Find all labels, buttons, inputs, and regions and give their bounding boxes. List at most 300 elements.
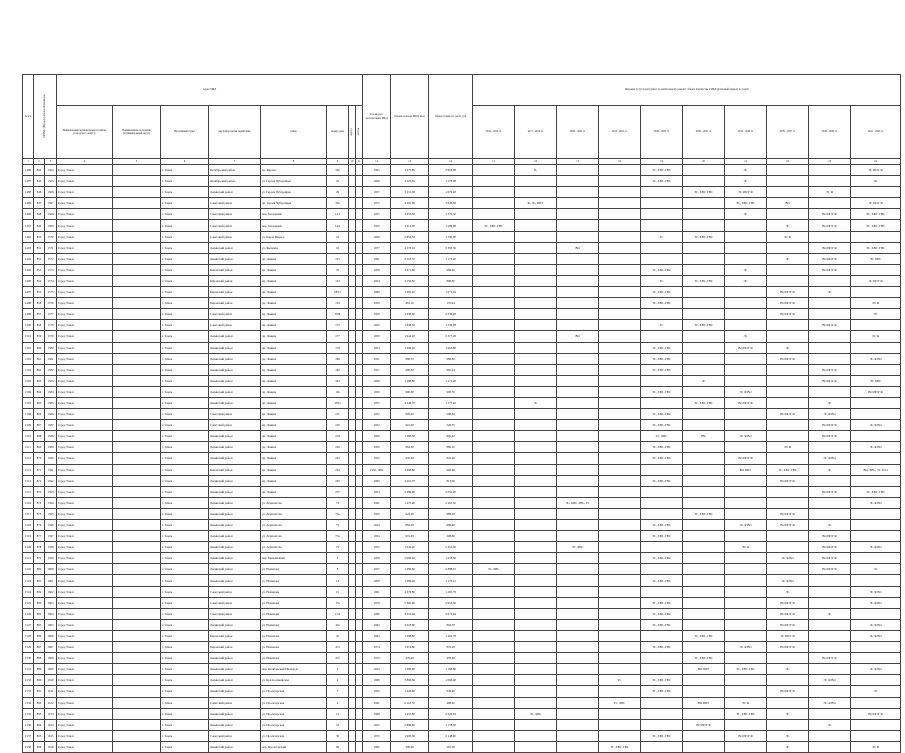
table-cell: Город Томск	[57, 642, 113, 653]
table-cell: 910,00	[391, 420, 429, 431]
table-cell: 1567	[45, 198, 57, 209]
table-cell	[356, 464, 363, 475]
table-cell: 21	[327, 708, 349, 719]
table-cell: Советский район	[209, 220, 261, 231]
table-cell	[473, 453, 515, 464]
table-cell: ТС, ХВС, ГВС	[683, 187, 725, 198]
table-cell	[851, 342, 901, 353]
table-cell	[851, 508, 901, 519]
table-cell: ВО ППУ Ф	[809, 531, 851, 542]
table-cell	[851, 320, 901, 331]
table-cell	[473, 575, 515, 586]
table-cell: ТС, ХВС, ГВС	[641, 642, 683, 653]
table-cell	[113, 675, 161, 686]
table-cell	[356, 508, 363, 519]
table-cell: 3 125,30	[391, 176, 429, 187]
table-cell	[473, 253, 515, 264]
table-cell: ул. Нахимова	[261, 564, 327, 575]
table-cell: ТС, ХВС, ГВС	[641, 165, 683, 176]
table-cell: 894,30	[391, 442, 429, 453]
table-cell	[473, 364, 515, 375]
table-cell: Город Томск	[57, 187, 113, 198]
table-cell: 1513	[23, 464, 34, 475]
table-row	[23, 320, 901, 331]
table-cell: пр. Ленина	[261, 464, 327, 475]
table-cell: г. Томск	[161, 642, 209, 653]
table-cell: Ленинский район	[209, 353, 261, 364]
table-cell: 868	[34, 431, 45, 442]
table-cell: 886	[34, 630, 45, 641]
table-cell: 1605	[45, 619, 57, 630]
table-cell	[356, 364, 363, 375]
table-cell: ТС, ХВС, ГВС	[641, 553, 683, 564]
table-cell	[356, 187, 363, 198]
table-cell	[515, 442, 557, 453]
table-cell: ВО ППУ Ф	[809, 375, 851, 386]
table-cell	[356, 542, 363, 553]
table-cell	[557, 275, 599, 286]
column-number: 14	[429, 159, 473, 165]
table-cell	[767, 697, 809, 708]
table-cell	[356, 287, 363, 298]
table-cell	[683, 242, 725, 253]
column-number: 13	[391, 159, 429, 165]
table-row	[23, 275, 901, 286]
table-cell: ТС, ХВС, ГВС	[641, 442, 683, 453]
table-cell	[473, 397, 515, 408]
table-cell: 864	[34, 386, 45, 397]
header-period-group: Перечень услуг и (или) работ по капитальному ремонту общего имущества в МКД (плановый период) по годам	[473, 75, 901, 106]
table-cell: г. Томск	[161, 397, 209, 408]
table-row	[23, 608, 901, 619]
table-cell	[683, 176, 725, 187]
table-cell: 1956	[363, 220, 391, 231]
table-cell	[599, 331, 641, 342]
table-cell: 1 045,20	[391, 542, 429, 553]
table-cell: 1591	[45, 464, 57, 475]
table-row	[23, 697, 901, 708]
table-cell: пр. Ленина	[261, 320, 327, 331]
table-cell	[809, 708, 851, 719]
table-cell: г. Томск	[161, 553, 209, 564]
table-row	[23, 619, 901, 630]
table-cell: пр. Ленина	[261, 420, 327, 431]
table-cell	[349, 342, 356, 353]
table-cell: Ф, ЭС, ППУ	[515, 198, 557, 209]
table-cell	[515, 431, 557, 442]
table-cell: 2 377,28	[429, 331, 473, 342]
table-cell	[473, 686, 515, 697]
table-cell	[515, 220, 557, 231]
table-cell	[349, 264, 356, 275]
table-cell: 1534	[23, 697, 34, 708]
table-row	[23, 497, 901, 508]
table-cell	[515, 653, 557, 664]
table-cell: г. Томск	[161, 686, 209, 697]
table-cell: 1487	[23, 176, 34, 187]
table-cell: ТС, ХВС, ГВС	[767, 464, 809, 475]
table-cell: ВО, ХВС, ЭС 2014	[851, 464, 901, 475]
table-cell	[557, 675, 599, 686]
table-cell: 1604	[45, 608, 57, 619]
table-cell: 1959	[363, 508, 391, 519]
table-cell	[767, 386, 809, 397]
table-cell	[356, 675, 363, 686]
table-cell: 871	[34, 464, 45, 475]
table-cell: Ленинский район	[209, 386, 261, 397]
table-cell	[641, 708, 683, 719]
table-cell	[599, 431, 641, 442]
table-cell: ВО ППУ Ф	[767, 686, 809, 697]
column-number: 20	[683, 159, 725, 165]
table-cell: 1959	[363, 686, 391, 697]
table-cell: 1611	[45, 686, 57, 697]
table-cell	[725, 320, 767, 331]
table-cell: г. Томск	[161, 508, 209, 519]
table-cell: ул. Лермонтова	[261, 542, 327, 553]
table-cell: 1518	[23, 520, 34, 531]
table-cell	[473, 442, 515, 453]
table-cell: 1 577,92	[429, 397, 473, 408]
table-cell: ТС, ХВС, ГВС	[641, 575, 683, 586]
table-cell: 1569	[45, 220, 57, 231]
table-cell: Город Томск	[57, 542, 113, 553]
table-cell	[113, 520, 161, 531]
table-row	[23, 264, 901, 275]
table-cell: 1952	[363, 719, 391, 730]
table-cell	[725, 553, 767, 564]
header-oktmo: ОКТМО (Муниципальное образование)	[34, 75, 57, 159]
table-row	[23, 453, 901, 464]
table-cell: 844	[34, 165, 45, 176]
table-cell: ВО ППУ Ф	[725, 730, 767, 741]
table-cell	[683, 597, 725, 608]
table-cell	[349, 675, 356, 686]
table-cell: 3 843,58	[429, 198, 473, 209]
table-cell: 949,20	[429, 686, 473, 697]
table-cell	[473, 642, 515, 653]
table-cell	[557, 298, 599, 309]
table-cell: ЭС Ф ВО	[851, 664, 901, 675]
table-cell: г. Томск	[161, 331, 209, 342]
table-cell: Ленинский район	[209, 508, 261, 519]
table-cell: 1961	[363, 253, 391, 264]
table-cell	[557, 165, 599, 176]
table-cell	[599, 375, 641, 386]
table-cell	[599, 309, 641, 320]
table-cell	[557, 231, 599, 242]
table-cell	[557, 586, 599, 597]
table-cell: ТС	[641, 231, 683, 242]
table-row	[23, 242, 901, 253]
table-cell: 1498	[23, 298, 34, 309]
table-cell: ТС, ХВС, ГВС	[641, 342, 683, 353]
table-cell	[113, 642, 161, 653]
table-cell	[349, 575, 356, 586]
table-cell: 1954	[363, 531, 391, 542]
table-cell	[473, 309, 515, 320]
table-cell: 884,00	[391, 520, 429, 531]
table-cell	[356, 708, 363, 719]
table-cell	[113, 741, 161, 752]
table-cell: ЭС	[767, 220, 809, 231]
table-row	[23, 508, 901, 519]
table-cell	[725, 686, 767, 697]
table-cell: 1589	[45, 442, 57, 453]
table-cell: ТС, ХВС, ГВС	[641, 730, 683, 741]
table-cell: Ленинский район	[209, 486, 261, 497]
table-cell: ул. Лермонтова	[261, 520, 327, 531]
table-cell	[767, 431, 809, 442]
table-cell	[349, 642, 356, 653]
table-cell: 13	[327, 575, 349, 586]
table-cell	[356, 309, 363, 320]
table-cell	[356, 642, 363, 653]
table-cell	[725, 409, 767, 420]
table-cell	[349, 741, 356, 752]
table-cell: 2 888,10	[429, 564, 473, 575]
table-cell: 3 255,30	[391, 209, 429, 220]
table-cell	[809, 741, 851, 752]
table-cell	[683, 708, 725, 719]
table-cell: ТС, ХВС, ГВС	[641, 264, 683, 275]
table-cell: Советский район	[209, 730, 261, 741]
table-cell	[557, 653, 599, 664]
table-cell: 1601	[45, 575, 57, 586]
table-cell: 39	[327, 730, 349, 741]
table-cell	[349, 653, 356, 664]
table-cell: 1950	[363, 320, 391, 331]
table-cell	[113, 475, 161, 486]
table-cell	[809, 331, 851, 342]
table-cell: Город Томск	[57, 386, 113, 397]
table-cell	[113, 275, 161, 286]
table-cell: г. Томск	[161, 209, 209, 220]
table-cell: 1959	[363, 386, 391, 397]
table-cell: 1533	[23, 686, 34, 697]
table-cell	[725, 353, 767, 364]
table-cell: 896	[34, 741, 45, 752]
table-cell	[113, 508, 161, 519]
table-cell: 1956	[363, 375, 391, 386]
table-cell: 4 295,00	[391, 198, 429, 209]
table-cell: Ленинский район	[209, 475, 261, 486]
table-cell	[683, 575, 725, 586]
table-row	[23, 708, 901, 719]
table-cell: 52	[327, 231, 349, 242]
table-cell: 1955	[363, 209, 391, 220]
table-cell: пр. Ленина	[261, 364, 327, 375]
table-row	[23, 209, 901, 220]
table-cell: г. Томск	[161, 198, 209, 209]
table-cell: 3 866,60	[391, 675, 429, 686]
table-cell: 179	[327, 342, 349, 353]
column-number: 8	[261, 159, 327, 165]
table-cell: пер. Октябрьский Пионеров	[261, 664, 327, 675]
table-cell: г. Томск	[161, 320, 209, 331]
table-cell: ЭС	[851, 564, 901, 575]
table-cell: 974,00	[391, 531, 429, 542]
table-cell: 1495	[23, 264, 34, 275]
table-cell	[515, 575, 557, 586]
table-cell: Город Томск	[57, 475, 113, 486]
table-cell	[349, 242, 356, 253]
table-cell	[113, 442, 161, 453]
table-cell: ЭС Ф	[851, 331, 901, 342]
table-cell: 872	[34, 475, 45, 486]
table-cell	[557, 697, 599, 708]
table-cell	[683, 331, 725, 342]
table-cell	[809, 664, 851, 675]
table-cell	[515, 420, 557, 431]
table-cell: ТС, ХВС, ГВС	[683, 653, 725, 664]
table-cell: Ленинский район	[209, 575, 261, 586]
table-cell	[767, 364, 809, 375]
table-cell: Город Томск	[57, 653, 113, 664]
table-cell: Советский район	[209, 309, 261, 320]
table-cell: Ленинский район	[209, 686, 261, 697]
table-cell	[641, 375, 683, 386]
table-cell: 1531	[23, 664, 34, 675]
table-cell	[809, 497, 851, 508]
table-cell: 1970	[363, 730, 391, 741]
table-cell: г. Томск	[161, 497, 209, 508]
table-cell: 265,00	[429, 741, 473, 752]
table-cell: 1512	[23, 453, 34, 464]
table-cell	[356, 442, 363, 453]
table-cell	[356, 741, 363, 752]
table-cell	[113, 564, 161, 575]
table-cell	[641, 653, 683, 664]
table-cell	[851, 397, 901, 408]
table-cell	[767, 420, 809, 431]
table-row	[23, 520, 901, 531]
table-cell	[641, 464, 683, 475]
table-cell: 2 052,20	[429, 486, 473, 497]
table-cell: 869	[34, 442, 45, 453]
column-number: 7	[209, 159, 261, 165]
table-cell	[641, 564, 683, 575]
table-cell	[349, 420, 356, 431]
table-cell: 33	[327, 719, 349, 730]
table-cell	[349, 176, 356, 187]
table-cell: 865	[34, 397, 45, 408]
table-cell	[473, 542, 515, 553]
table-cell: ВО ППУ Ф	[725, 342, 767, 353]
table-row	[23, 642, 901, 653]
table-cell: 47б	[327, 653, 349, 664]
table-cell: 1 180,80	[391, 375, 429, 386]
table-cell	[641, 331, 683, 342]
table-cell	[349, 253, 356, 264]
table-cell	[767, 165, 809, 176]
table-cell	[809, 353, 851, 364]
table-cell: 1950, 1994	[363, 464, 391, 475]
table-cell	[349, 619, 356, 630]
table-cell	[515, 331, 557, 342]
table-cell: ЭС Ф	[725, 697, 767, 708]
table-cell: ул. Карла Маркса	[261, 231, 327, 242]
table-cell	[557, 741, 599, 752]
table-cell: 2 026,94	[429, 708, 473, 719]
table-cell: 8	[327, 564, 349, 575]
table-cell: 1 426,60	[391, 686, 429, 697]
table-cell: 1537	[23, 730, 34, 741]
table-cell: 870	[34, 453, 45, 464]
table-cell	[683, 386, 725, 397]
table-cell: Ленинский район	[209, 653, 261, 664]
column-number: 4	[57, 159, 113, 165]
table-cell: 986,00	[429, 264, 473, 275]
table-cell: Город Томск	[57, 176, 113, 187]
table-cell: ул. Пролетарская	[261, 697, 327, 708]
table-cell: г. Томск	[161, 730, 209, 741]
header-letter: литера	[356, 106, 363, 159]
table-cell	[473, 165, 515, 176]
table-cell: г. Томск	[161, 220, 209, 231]
table-cell: пр. Ленина	[261, 342, 327, 353]
table-cell	[767, 397, 809, 408]
table-cell	[349, 364, 356, 375]
table-cell: 224	[327, 464, 349, 475]
table-cell	[851, 697, 901, 708]
table-cell	[473, 431, 515, 442]
table-cell: 3 131,90	[391, 187, 429, 198]
table-cell: Ленинский район	[209, 664, 261, 675]
table-cell	[349, 497, 356, 508]
table-cell: ЭС ППУ Ф	[851, 165, 901, 176]
table-cell: Город Томск	[57, 686, 113, 697]
table-cell: 1961	[363, 497, 391, 508]
table-cell: ТС	[599, 675, 641, 686]
column-number: 2	[34, 159, 45, 165]
table-cell	[473, 730, 515, 741]
table-cell	[599, 220, 641, 231]
table-cell: 2 118,70	[391, 253, 429, 264]
table-cell	[557, 431, 599, 442]
table-cell: 4 246,70	[391, 397, 429, 408]
table-cell: 856	[34, 298, 45, 309]
table-cell: Кировский район	[209, 298, 261, 309]
table-cell	[557, 486, 599, 497]
table-cell: 1608	[45, 653, 57, 664]
table-cell: 177	[327, 331, 349, 342]
table-cell	[641, 253, 683, 264]
table-cell	[683, 209, 725, 220]
table-cell: г. Томск	[161, 287, 209, 298]
table-cell	[515, 475, 557, 486]
header-area: Общая площадь МКД, кв.м	[391, 75, 429, 159]
table-cell: Ленинский район	[209, 331, 261, 342]
table-cell	[641, 741, 683, 752]
table-cell: 1575	[45, 287, 57, 298]
table-cell: ВО ППУ	[683, 664, 725, 675]
table-cell: 863	[34, 375, 45, 386]
table-cell	[809, 198, 851, 209]
table-cell: 478,60	[429, 653, 473, 664]
table-cell	[349, 686, 356, 697]
table-cell	[113, 375, 161, 386]
table-cell	[683, 675, 725, 686]
header-period: 2032 - 2034 гг.	[725, 106, 767, 159]
table-cell	[767, 375, 809, 386]
table-cell: 886,40	[429, 520, 473, 531]
table-cell	[851, 553, 901, 564]
table-cell: ТС, ХВС, ГВС	[641, 675, 683, 686]
table-cell: 29	[327, 187, 349, 198]
table-row	[23, 353, 901, 364]
table-cell: ВО ППУ Ф	[767, 520, 809, 531]
